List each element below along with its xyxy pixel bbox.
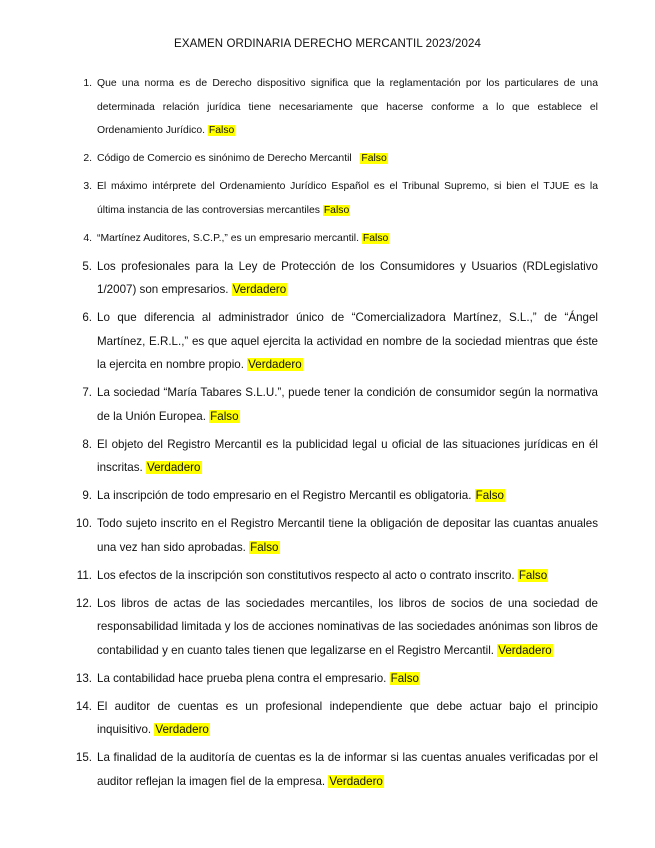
question-item-9 xyxy=(70,484,598,508)
question-number: 3. xyxy=(83,181,92,192)
answer-highlight: Falso xyxy=(361,153,387,164)
question-text: Todo sujeto inscrito en el Registro Mercantil tiene la obligación de depositar las cuantas anuales una vez han sido aprobadas. xyxy=(97,517,598,554)
question-text: Los libros de actas de las sociedades mercantiles, los libros de socios de una sociedad de responsabilidad limitada y los de acciones nominativas de las sociedades anónimas son libros de contabilidad y en cuanto tales tienen que legalizarse en el Registro Mercantil. xyxy=(97,596,598,657)
question-item-3 xyxy=(70,175,598,222)
question-text: La sociedad “María Tabares S.L.U.”, puede tener la condición de consumidor según la normativa de la Unión Europea. xyxy=(97,386,598,423)
answer-highlight: Falso xyxy=(518,568,548,582)
question-number: 14. xyxy=(75,699,92,713)
question-item-8 xyxy=(70,433,598,480)
question-number: 2. xyxy=(83,153,92,164)
answer-highlight: Falso xyxy=(362,232,389,244)
answer-highlight: Falso xyxy=(323,204,350,216)
question-text: La contabilidad hace prueba plena contra el empresario. xyxy=(97,671,387,685)
question-item-1 xyxy=(70,72,598,143)
question-item-11 xyxy=(70,564,598,588)
question-item-7 xyxy=(70,381,598,428)
question-number: 1. xyxy=(83,78,92,89)
answer-highlight: Verdadero xyxy=(155,723,209,736)
answer-highlight: Verdadero xyxy=(498,643,552,657)
question-list xyxy=(70,72,598,798)
question-item-4 xyxy=(70,227,598,251)
question-number: 4. xyxy=(83,232,92,244)
question-number: 6. xyxy=(82,311,92,324)
question-item-6 xyxy=(70,306,598,377)
answer-highlight: Falso xyxy=(250,540,279,554)
question-number: 13. xyxy=(75,671,92,685)
question-number: 9. xyxy=(82,489,92,502)
question-number: 12. xyxy=(75,596,92,610)
answer-highlight: Verdadero xyxy=(146,461,201,474)
answer-highlight: Falso xyxy=(390,671,419,685)
answer-highlight: Falso xyxy=(210,409,239,423)
page-title: EXAMEN ORDINARIA DERECHO MERCANTIL 2023/2024 xyxy=(174,38,481,50)
question-number: 5. xyxy=(82,259,92,273)
answer-highlight: Falso xyxy=(475,489,505,502)
question-number: 15. xyxy=(75,751,92,764)
question-text: Que una norma es de Derecho dispositivo significa que la reglamentación por los particulares de una determinada relación jurídica tiene necesariamente que hacerse conforme a lo que establece el Ordenamiento Jurídico. xyxy=(97,78,598,136)
question-text: El auditor de cuentas es un profesional independiente que debe actuar bajo el principio inquisitivo. xyxy=(97,699,598,736)
question-text: El máximo intérprete del Ordenamiento Jurídico Español es el Tribunal Supremo, si bien el TJUE es la última instancia de las controversias mercantiles xyxy=(97,181,598,216)
question-number: 7. xyxy=(82,386,92,399)
question-text: “Martínez Auditores, S.C.P.,” es un empresario mercantil. xyxy=(97,232,359,244)
question-item-5 xyxy=(70,255,598,302)
question-item-14 xyxy=(70,695,598,742)
question-item-12 xyxy=(70,592,598,663)
answer-highlight: Verdadero xyxy=(248,358,302,371)
question-number: 11. xyxy=(76,568,92,582)
question-item-15 xyxy=(70,746,598,793)
question-text: Lo que diferencia al administrador único de “Comercializadora Martínez, S.L.,” de “Ángel Martínez, E.R.L.,” es que aquel ejercita la actividad en nombre de la sociedad mientras que éste la ejercita en nombre propio. xyxy=(97,311,598,371)
question-item-2 xyxy=(70,147,598,171)
question-item-10 xyxy=(70,512,598,559)
answer-highlight: Verdadero xyxy=(329,774,383,788)
question-text: El objeto del Registro Mercantil es la publicidad legal u oficial de las situaciones jurídicas en él inscritas. xyxy=(97,437,598,474)
question-text: Código de Comercio es sinónimo de Derecho Mercantil xyxy=(97,153,352,164)
question-number: 8. xyxy=(82,437,92,451)
question-number: 10. xyxy=(75,517,92,530)
answer-highlight: Verdadero xyxy=(232,283,287,296)
question-text: Los profesionales para la Ley de Protección de los Consumidores y Usuarios (RDLegislativo 1/2007) son empresarios. xyxy=(97,259,598,296)
question-text: La finalidad de la auditoría de cuentas es la de informar si las cuentas anuales verificadas por el auditor reflejan la imagen fiel de la empresa. xyxy=(97,751,598,788)
question-text: Los efectos de la inscripción son constitutivos respecto al acto o contrato inscrito. xyxy=(97,568,515,582)
answer-highlight: Falso xyxy=(208,125,235,136)
question-item-13 xyxy=(70,667,598,691)
question-text: La inscripción de todo empresario en el Registro Mercantil es obligatoria. xyxy=(97,489,472,502)
